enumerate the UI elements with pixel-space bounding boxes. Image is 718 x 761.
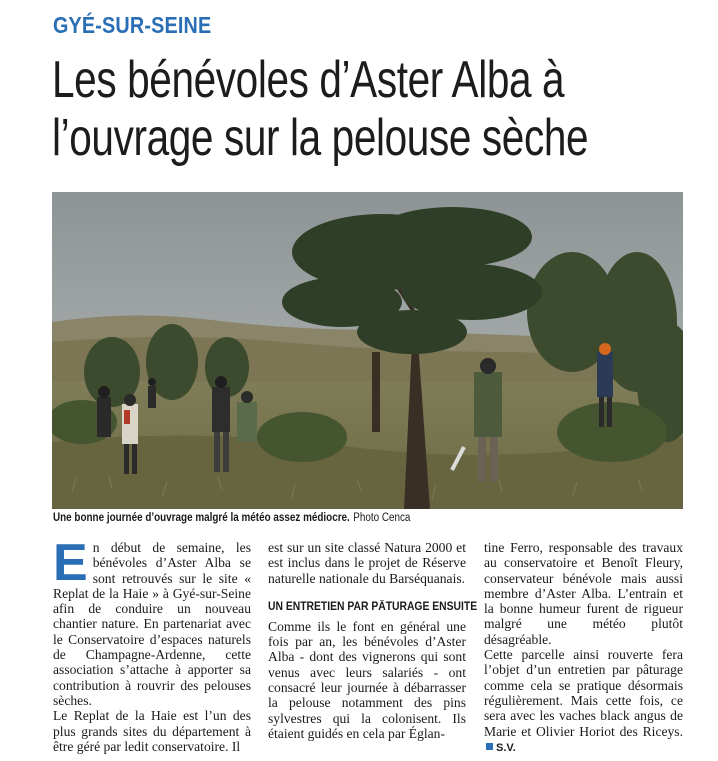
paragraph (484, 647, 683, 756)
paragraph: Le Replat de la Haie est l’un des plus grands sites du département à être géré par ledit conservatoire. Il (53, 708, 251, 754)
section-kicker: GYÉ-SUR-SEINE (53, 12, 212, 38)
paragraph-text: n début de semaine, les bénévoles d’Aster Alba se sont retrouvés sur le site « Replat de la Haie » à Gyé-sur-Seine afin de conduire un nouveau chantier nature. En partenariat avec le Conservatoire d’espaces naturels de Champagne-Ardenne, cette association s’attache à apporter sa contribution à rouvrir des pelouses sèches. (53, 540, 251, 708)
paragraph-text: Cette parcelle ainsi rouverte fera l’objet d’un entretien par pâturage comme cela se pratique désormais régulièrement. Mais cette fois, ce sera avec les vaches black angus de Marie et Olivier Horiot des Riceys. (484, 647, 683, 739)
paragraph (53, 534, 251, 708)
column-2 (268, 540, 478, 741)
article-photo (52, 192, 683, 509)
paragraph: tine Ferro, responsable des travaux au conservatoire et Benoît Fleury, conservateur bénévole mais aussi membre d’Aster Alba. L’entrain et la bonne humeur furent de rigueur malgré une météo plutôt désagréable. (484, 540, 683, 647)
paragraph: Comme ils le font en général une fois par an, les bénévoles d’Aster Alba - dont des vignerons qui sont venus avec leurs salariés - ont consacré leur journée à débarrasser la pelouse notamment des pins sylvestres qui la colonisent. Ils étaient guidés en cela par Églan- (268, 618, 466, 741)
end-square-icon (486, 743, 493, 750)
column-3 (484, 540, 683, 756)
column-1 (53, 534, 251, 754)
author-signature: S.V. (496, 741, 516, 754)
subheading: UN ENTRETIEN PAR PÂTURAGE ENSUITE (268, 600, 478, 613)
headline-line-1: Les bénévoles d’Aster Alba à (52, 51, 565, 109)
photo-credit: Photo Cenca (353, 512, 411, 524)
caption-text: Une bonne journée d’ouvrage malgré la météo assez médiocre. (53, 512, 350, 524)
drop-cap: E (53, 534, 88, 592)
photo-caption (53, 512, 603, 524)
headline-line-2: l’ouvrage sur la pelouse sèche (52, 109, 589, 167)
paragraph: est sur un site classé Natura 2000 et est inclus dans le projet de Réserve naturelle nationale du Barséquanais. (268, 540, 466, 586)
photo-volunteers-clearing-pines (52, 192, 683, 509)
headline (52, 51, 645, 167)
